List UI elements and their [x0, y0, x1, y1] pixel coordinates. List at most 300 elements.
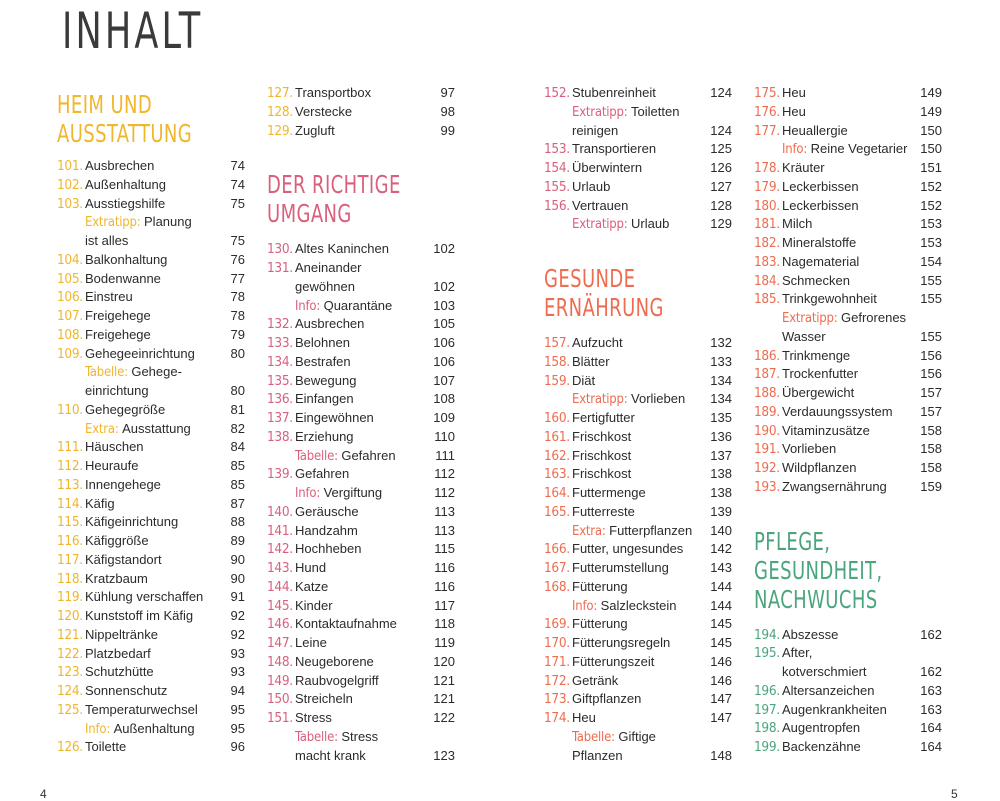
entry-page-number: 79 [230, 326, 245, 342]
entry-page-number: 150 [920, 122, 942, 138]
toc-entry[interactable] [544, 653, 734, 672]
entry-number: 106. [57, 289, 83, 306]
toc-entry[interactable] [754, 682, 944, 701]
entry-title: Fütterung [572, 616, 628, 632]
toc-entry[interactable] [267, 297, 457, 316]
toc-entry[interactable] [267, 240, 457, 259]
toc-entry[interactable] [267, 503, 457, 522]
entry-page-number: 155 [920, 272, 942, 288]
toc-entry[interactable] [544, 503, 734, 522]
toc-entry[interactable] [267, 103, 457, 122]
entry-number: 182. [754, 235, 780, 251]
entry-title: Transportieren [572, 141, 657, 157]
entry-label [295, 390, 354, 409]
entry-page-number: 98 [440, 103, 455, 119]
entry-title: Reine Vegetarier [810, 141, 908, 157]
entry-page-number: 145 [710, 616, 732, 632]
entry-prefix: Extratipp: [572, 217, 632, 233]
entry-label [295, 672, 379, 691]
toc-entry[interactable] [267, 447, 457, 466]
toc-entry[interactable] [754, 309, 944, 328]
entry-number: 188. [754, 385, 780, 401]
toc-entry[interactable] [544, 197, 734, 216]
entry-title: Getränk [572, 672, 619, 688]
entry-title: Frischkost [572, 447, 632, 463]
toc-entry[interactable] [267, 709, 457, 728]
entry-number: 126. [57, 739, 83, 756]
entry-label [295, 578, 328, 597]
entry-page-number: 155 [920, 291, 942, 307]
entry-label [85, 307, 151, 326]
toc-entry[interactable] [754, 365, 944, 384]
toc-entry[interactable] [544, 465, 734, 484]
entry-page-number: 112 [434, 466, 455, 482]
toc-entry[interactable] [267, 465, 457, 484]
toc-entry[interactable] [57, 701, 247, 720]
toc-entry[interactable] [267, 484, 457, 503]
page-number-left: 4 [40, 787, 47, 801]
entry-title: Verstecke [295, 103, 353, 119]
toc-entry[interactable] [544, 690, 734, 709]
toc-entry[interactable] [544, 390, 734, 409]
toc-entry[interactable] [267, 634, 457, 653]
toc-entry[interactable] [754, 738, 944, 757]
entry-number: 156. [544, 197, 570, 214]
toc-entry[interactable] [57, 607, 247, 626]
toc-entry[interactable] [57, 551, 247, 570]
toc-entry-continuation[interactable] [544, 747, 734, 766]
entry-label [85, 420, 191, 440]
entry-page-number: 149 [920, 103, 942, 119]
entry-page-number: 135 [710, 410, 732, 425]
entry-label [295, 447, 396, 467]
toc-entry[interactable] [267, 728, 457, 747]
entry-label [572, 372, 595, 391]
entry-page-number: 102 [433, 278, 455, 294]
toc-entry[interactable] [544, 709, 734, 728]
toc-entry[interactable] [267, 390, 457, 409]
entry-title: Futterumstellung [572, 560, 669, 575]
toc-entry[interactable] [267, 559, 457, 578]
toc-entry[interactable] [754, 644, 944, 663]
entry-number: 134. [267, 353, 293, 370]
toc-entry[interactable] [754, 178, 944, 197]
entry-number: 165. [544, 503, 570, 520]
toc-entry[interactable] [57, 645, 247, 664]
entry-label [782, 272, 850, 291]
toc-entry[interactable] [267, 578, 457, 597]
toc-entry[interactable] [267, 315, 457, 334]
entry-label [782, 626, 838, 645]
entry-page-number: 89 [230, 533, 245, 548]
toc-entry[interactable] [267, 672, 457, 691]
toc-entry[interactable] [544, 372, 734, 391]
entry-title: Heuallergie [782, 122, 848, 138]
entry-title: reinigen [572, 122, 619, 138]
entry-title: Vitaminzusätze [782, 422, 870, 438]
toc-entry-continuation[interactable] [754, 663, 944, 682]
entry-label [782, 719, 860, 738]
section-heading: GESUNDE ERNÄHRUNG [544, 264, 664, 322]
entry-label [782, 103, 806, 122]
entry-title: Handzahm [295, 522, 358, 538]
entry-title: Vergiftung [323, 485, 383, 500]
entry-page-number: 158 [920, 441, 942, 457]
entry-title: Kunststoff im Käfig [85, 608, 194, 623]
entry-title: Fütterung [572, 578, 628, 594]
toc-entry[interactable] [57, 513, 247, 532]
entry-title: Urlaub [572, 178, 611, 194]
toc-entry[interactable] [57, 195, 247, 214]
toc-entry[interactable] [754, 103, 944, 122]
entry-number: 176. [754, 103, 780, 120]
toc-entry[interactable] [57, 401, 247, 420]
entry-number: 104. [57, 251, 83, 268]
entry-page-number: 146 [710, 653, 732, 669]
entry-page-number: 116 [434, 560, 455, 575]
entry-page-number: 96 [230, 739, 245, 755]
entry-title: Wildpflanzen [782, 460, 857, 475]
entry-title: Fertigfutter [572, 410, 635, 425]
toc-entry[interactable] [754, 403, 944, 422]
entry-title: Hund [295, 560, 327, 575]
entry-page-number: 159 [920, 478, 942, 494]
entry-number: 197. [754, 701, 780, 718]
toc-entry[interactable] [754, 626, 944, 645]
entry-number: 152. [544, 85, 570, 101]
entry-title: Stress [341, 728, 379, 744]
entry-label [782, 644, 812, 663]
entry-number: 145. [267, 597, 293, 614]
toc-entry[interactable] [754, 459, 944, 478]
entry-page-number: 92 [230, 626, 245, 642]
entry-label [295, 259, 362, 278]
toc-entry[interactable] [57, 345, 247, 364]
entry-title: Einstreu [85, 289, 133, 305]
entry-number: 164. [544, 485, 570, 501]
entry-title: Häuschen [85, 439, 144, 455]
entry-title: Eingewöhnen [295, 410, 374, 425]
toc-entry[interactable] [544, 428, 734, 447]
toc-entry[interactable] [544, 597, 734, 616]
entry-page-number: 162 [920, 626, 942, 642]
toc-entry[interactable] [57, 570, 247, 589]
entry-number: 143. [267, 560, 293, 576]
entry-number: 150. [267, 691, 293, 708]
entry-page-number: 74 [230, 158, 245, 173]
entry-label [572, 215, 669, 235]
entry-page-number: 105 [433, 316, 455, 332]
toc-entry[interactable] [544, 728, 734, 747]
toc-entry[interactable] [57, 420, 247, 439]
toc-entry[interactable] [57, 457, 247, 476]
entry-number: 195. [754, 645, 780, 662]
entry-number: 194. [754, 626, 780, 643]
toc-entry[interactable] [754, 253, 944, 272]
entry-label [85, 607, 193, 626]
toc-entry[interactable] [544, 103, 734, 122]
entry-prefix: Tabelle: [85, 365, 132, 381]
entry-title: Leckerbissen [782, 197, 859, 213]
toc-entry[interactable] [57, 288, 247, 307]
entry-title: Erziehung [295, 428, 354, 444]
toc-entry[interactable] [267, 522, 457, 541]
toc-entry[interactable] [754, 140, 944, 159]
entry-number: 175. [754, 85, 780, 101]
entry-label [782, 234, 856, 253]
entry-page-number: 144 [710, 578, 732, 594]
toc-entry[interactable] [267, 409, 457, 428]
entry-title: Käfigeinrichtung [85, 514, 179, 530]
entry-label [295, 84, 371, 103]
toc-entry[interactable] [544, 409, 734, 428]
entry-label [85, 682, 167, 701]
entry-number: 123. [57, 664, 83, 681]
entry-page-number: 108 [433, 391, 455, 407]
toc-entry[interactable] [544, 353, 734, 372]
entry-page-number: 122 [433, 710, 455, 725]
entry-page-number: 152 [920, 197, 942, 213]
toc-entry[interactable] [57, 476, 247, 495]
toc-entry[interactable] [57, 682, 247, 701]
toc-entry[interactable] [57, 532, 247, 551]
entry-title: Toilette [85, 739, 127, 755]
toc-entry[interactable] [267, 259, 457, 278]
toc-entry-continuation[interactable] [57, 232, 247, 251]
toc-entry[interactable] [544, 178, 734, 197]
entry-number: 115. [57, 514, 83, 531]
entry-label [782, 701, 887, 720]
entry-number: 196. [754, 682, 780, 699]
toc-entry[interactable] [544, 447, 734, 466]
toc-entry[interactable] [57, 270, 247, 289]
toc-entry[interactable] [544, 578, 734, 597]
entry-number: 178. [754, 160, 780, 176]
toc-entry[interactable] [544, 559, 734, 578]
toc-entry[interactable] [267, 690, 457, 709]
entry-number: 160. [544, 410, 570, 426]
entry-number: 179. [754, 178, 780, 195]
entry-page-number: 157 [920, 403, 942, 419]
entry-prefix: Info: [295, 486, 324, 501]
entry-label [572, 334, 623, 353]
entry-title: Giftige [618, 728, 656, 744]
entry-title: Bestrafen [295, 353, 351, 369]
entry-number: 122. [57, 645, 83, 662]
toc-entry-continuation[interactable] [544, 122, 734, 141]
toc-entry[interactable] [754, 159, 944, 178]
entry-number: 116. [57, 533, 83, 549]
toc-entry[interactable] [267, 372, 457, 391]
toc-entry[interactable] [544, 522, 734, 541]
toc-entry[interactable] [544, 215, 734, 234]
entry-title: Aufzucht [572, 335, 623, 350]
toc-entry[interactable] [754, 701, 944, 720]
toc-entry[interactable] [544, 615, 734, 634]
toc-entry[interactable] [57, 363, 247, 382]
entry-page-number: 138 [710, 466, 732, 482]
entry-page-number: 164 [920, 720, 942, 736]
toc-entry[interactable] [754, 719, 944, 738]
entry-page-number: 120 [433, 653, 455, 669]
entry-label [572, 634, 670, 653]
entry-label [295, 653, 374, 672]
toc-entry[interactable] [754, 234, 944, 253]
toc-entry[interactable] [267, 540, 457, 559]
entry-page-number: 158 [920, 422, 942, 438]
entry-label [572, 84, 656, 103]
entry-page-number: 78 [230, 308, 245, 323]
toc-entry[interactable] [57, 495, 247, 514]
toc-entry[interactable] [57, 588, 247, 607]
entry-label [782, 384, 854, 403]
entry-number: 149. [267, 672, 293, 689]
toc-entry[interactable] [544, 540, 734, 559]
toc-entry[interactable] [754, 272, 944, 291]
toc-entry[interactable] [267, 428, 457, 447]
entry-title: Vorlieben [631, 391, 686, 407]
entry-title: Balkonhaltung [85, 251, 168, 267]
toc-entry[interactable] [267, 615, 457, 634]
entry-page-number: 118 [434, 616, 455, 632]
entry-label [572, 503, 635, 522]
toc-entry[interactable] [267, 653, 457, 672]
entry-label [295, 122, 335, 141]
toc-entry[interactable] [544, 140, 734, 159]
entry-label [85, 626, 158, 645]
entry-label [85, 401, 165, 420]
entry-number: 184. [754, 272, 780, 289]
entry-page-number: 106 [433, 335, 455, 350]
toc-entry-continuation[interactable] [754, 328, 944, 347]
entry-page-number: 126 [710, 160, 732, 175]
toc-entry[interactable] [754, 215, 944, 234]
toc-entry[interactable] [544, 334, 734, 353]
entry-number: 135. [267, 372, 293, 389]
toc-entry[interactable] [754, 422, 944, 441]
toc-entry[interactable] [57, 720, 247, 739]
toc-entry[interactable] [57, 626, 247, 645]
entry-label [572, 140, 656, 159]
entry-title: Heuraufe [85, 458, 139, 473]
toc-entry[interactable] [754, 122, 944, 141]
entry-number: 103. [57, 195, 83, 212]
toc-entry[interactable] [267, 122, 457, 141]
entry-number: 101. [57, 158, 83, 174]
entry-prefix: Info: [85, 721, 114, 737]
toc-entry-continuation[interactable] [57, 382, 247, 401]
entry-prefix: Extratipp: [572, 392, 632, 408]
entry-title: Toiletten [631, 103, 680, 119]
entry-page-number: 147 [710, 710, 732, 725]
entry-page-number: 109 [433, 410, 455, 425]
entry-page-number: 82 [230, 420, 245, 436]
toc-entry[interactable] [754, 84, 944, 103]
toc-entry[interactable] [544, 159, 734, 178]
entry-label [295, 428, 354, 447]
toc-entry[interactable] [57, 326, 247, 345]
entry-title: Überwintern [572, 160, 643, 175]
toc-entry[interactable] [754, 347, 944, 366]
toc-entry[interactable] [57, 738, 247, 757]
entry-number: 111. [57, 439, 83, 456]
entry-label [782, 253, 859, 272]
entry-label [782, 459, 856, 478]
toc-entry[interactable] [267, 597, 457, 616]
entry-page-number: 152 [920, 178, 942, 194]
toc-entry-continuation[interactable] [267, 747, 457, 766]
toc-entry[interactable] [57, 438, 247, 457]
entry-number: 130. [267, 241, 293, 258]
entry-title: Leine [295, 635, 327, 650]
entry-label [295, 709, 332, 728]
entry-number: 105. [57, 270, 83, 287]
toc-entry[interactable] [754, 290, 944, 309]
entry-label [572, 540, 683, 559]
entry-title: Geräusche [295, 503, 359, 519]
entry-page-number: 124 [710, 85, 732, 100]
entry-page-number: 107 [433, 372, 455, 388]
toc-entry[interactable] [267, 84, 457, 103]
toc-column-4 [754, 84, 944, 757]
entry-page-number: 134 [710, 391, 732, 407]
entry-title: Ausstiegshilfe [85, 195, 166, 211]
toc-entry[interactable] [267, 334, 457, 353]
entry-number: 120. [57, 608, 83, 624]
toc-entry[interactable] [57, 663, 247, 682]
toc-entry[interactable] [57, 251, 247, 270]
toc-entry[interactable] [544, 634, 734, 653]
entry-title: Blätter [572, 353, 610, 369]
entry-page-number: 127 [710, 178, 732, 194]
entry-prefix: Tabelle: [295, 448, 342, 464]
entry-page-number: 163 [920, 682, 942, 698]
toc-entry[interactable] [544, 484, 734, 503]
toc-entry[interactable] [544, 672, 734, 691]
entry-page-number: 136 [710, 428, 732, 444]
entry-label [85, 701, 198, 720]
entry-page-number: 85 [230, 458, 245, 473]
entry-label [782, 290, 877, 309]
toc-entry[interactable] [754, 197, 944, 216]
toc-entry[interactable] [57, 307, 247, 326]
toc-entry[interactable] [57, 157, 247, 176]
toc-entry[interactable] [754, 440, 944, 459]
entry-page-number: 76 [230, 251, 245, 267]
toc-entry[interactable] [57, 176, 247, 195]
entry-number: 140. [267, 503, 293, 520]
entry-title: Heu [572, 710, 596, 725]
toc-entry[interactable] [544, 84, 734, 103]
toc-entry[interactable] [754, 478, 944, 497]
entry-number: 107. [57, 308, 83, 324]
entry-label [572, 672, 618, 691]
entry-title: Ausstattung [122, 420, 191, 436]
entry-title: Backenzähne [782, 739, 861, 754]
entry-title: Futter, ungesundes [572, 541, 684, 557]
toc-entry[interactable] [267, 353, 457, 372]
toc-entry-continuation[interactable] [267, 278, 457, 297]
entry-page-number: 140 [710, 522, 732, 538]
toc-entry[interactable] [754, 384, 944, 403]
entry-title: Pflanzen [572, 747, 623, 763]
toc-entry[interactable] [57, 213, 247, 232]
entry-label [85, 438, 144, 457]
entry-number: 183. [754, 253, 780, 270]
entry-page-number: 85 [230, 476, 245, 492]
entry-page-number: 121 [433, 672, 455, 688]
entry-number: 112. [57, 458, 83, 474]
